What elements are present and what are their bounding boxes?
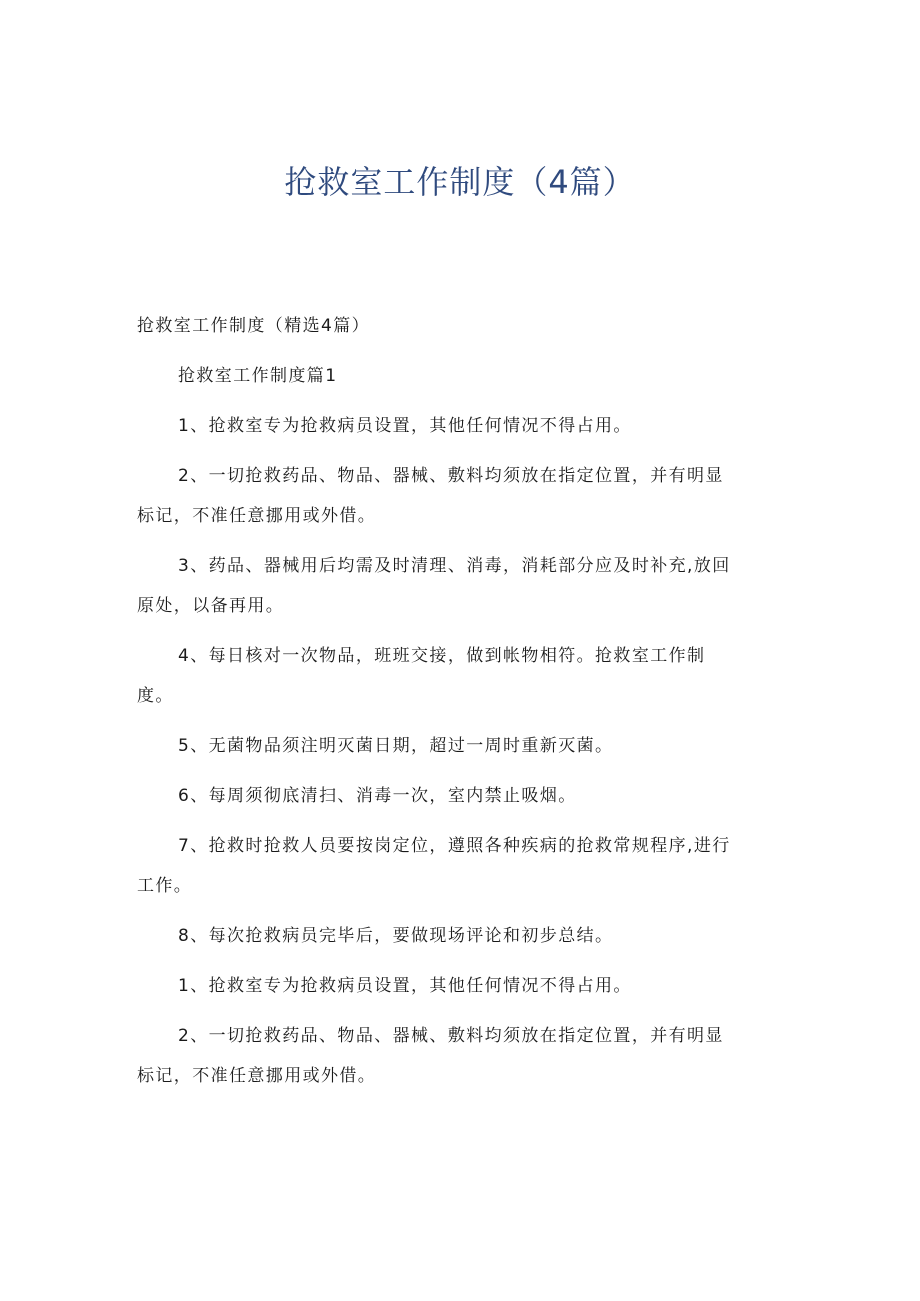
rule-paragraph-6: 6、每周须彻底清扫、消毒一次，室内禁止吸烟。	[178, 786, 577, 806]
rule-paragraph-4: 4、每日核对一次物品，班班交接，做到帐物相符。抢救室工作制	[178, 646, 706, 666]
document-body	[137, 307, 787, 1107]
rule-paragraph-4-continuation: 度。	[137, 686, 174, 706]
rule-paragraph-3: 3、药品、器械用后均需及时清理、消毒，消耗部分应及时补充,放回	[178, 556, 731, 576]
rule-paragraph-5: 5、无菌物品须注明灭菌日期，超过一周时重新灭菌。	[178, 736, 614, 756]
rule-paragraph-7-continuation: 工作。	[137, 876, 193, 896]
rule-paragraph-7: 7、抢救时抢救人员要按岗定位，遵照各种疾病的抢救常规程序,进行	[178, 836, 731, 856]
rule-paragraph-10-continuation: 标记，不准任意挪用或外借。	[137, 1066, 377, 1086]
rule-paragraph-1: 1、抢救室专为抢救病员设置，其他任何情况不得占用。	[178, 416, 632, 436]
rule-paragraph-9: 1、抢救室专为抢救病员设置，其他任何情况不得占用。	[178, 976, 632, 996]
document-title: 抢救室工作制度（4篇）	[284, 163, 636, 201]
document-subtitle: 抢救室工作制度（精选4篇）	[137, 316, 371, 336]
rule-paragraph-3-continuation: 原处，以备再用。	[137, 596, 285, 616]
rule-paragraph-2-continuation: 标记，不准任意挪用或外借。	[137, 506, 377, 526]
section-heading: 抢救室工作制度篇1	[178, 366, 338, 386]
rule-paragraph-2: 2、一切抢救药品、物品、器械、敷料均须放在指定位置，并有明显	[178, 466, 724, 486]
rule-paragraph-8: 8、每次抢救病员完毕后，要做现场评论和初步总结。	[178, 926, 614, 946]
rule-paragraph-10: 2、一切抢救药品、物品、器械、敷料均须放在指定位置，并有明显	[178, 1026, 724, 1046]
